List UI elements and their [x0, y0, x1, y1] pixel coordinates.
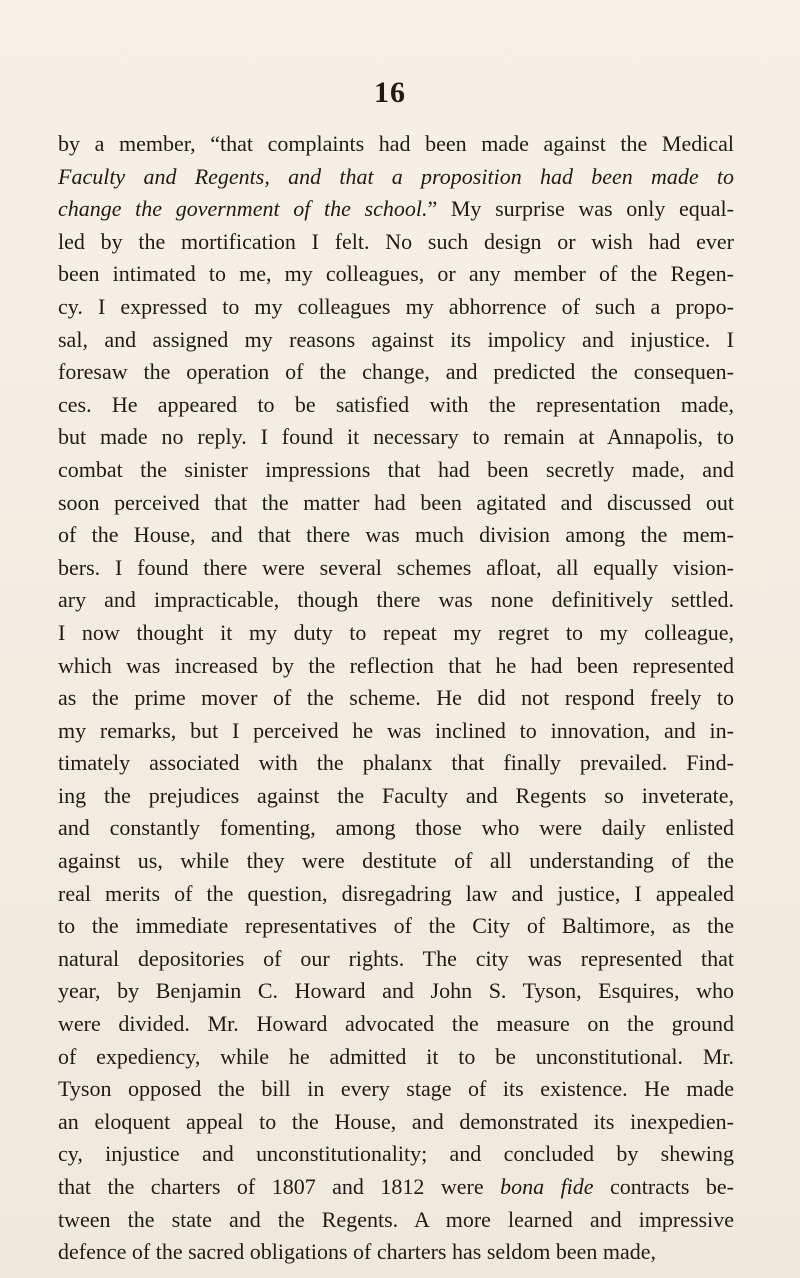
text-line: of the House, and that there was much division among the mem- [58, 522, 734, 548]
text-line: tween the state and the Regents. A more learned and impressive [58, 1206, 734, 1232]
text-line: cy, injustice and unconstitutionality; and concluded by shewing [58, 1141, 734, 1167]
text-line: been intimated to me, my colleagues, or any member of the Regen- [58, 261, 734, 287]
text-fragment: by a member, “that complaints had been made against the Medical [58, 131, 734, 156]
text-line: that the charters of 1807 and 1812 were bona fide contracts be- [58, 1174, 734, 1199]
text-line: real merits of the question, disregadring law and justice, I appealed [58, 880, 734, 906]
text-line [58, 128, 734, 161]
text-line: but made no reply. I found it necessary to remain at Annapolis, to [58, 424, 734, 450]
text-line: were divided. Mr. Howard advocated the measure on the ground [58, 1011, 734, 1037]
text-line: soon perceived that the matter had been agitated and discussed out [58, 489, 734, 515]
text-fragment: ” My surprise was only equal- [427, 196, 734, 222]
text-line: ces. He appeared to be satisfied with the representation made, [58, 391, 734, 417]
text-line: an eloquent appeal to the House, and demonstrated its inexpedien- [58, 1108, 734, 1134]
text-line: which was increased by the reflection that he had been represented [58, 652, 734, 678]
text-line: ing the prejudices against the Faculty and Regents so inveterate, [58, 782, 734, 808]
text-line [58, 193, 734, 226]
text-line: against us, while they were destitute of all understanding of the [58, 848, 734, 874]
text-line: timately associated with the phalanx that finally prevailed. Find- [58, 750, 734, 776]
text-line: as the prime mover of the scheme. He did not respond freely to [58, 685, 734, 711]
text-fragment-italic: bona fide [500, 1174, 594, 1199]
text-line: year, by Benjamin C. Howard and John S. Tyson, Esquires, who [58, 978, 734, 1004]
text-line: Tyson opposed the bill in every stage of its existence. He made [58, 1076, 734, 1102]
text-line: and constantly fomenting, among those who were daily enlisted [58, 815, 734, 841]
text-line: to the immediate representatives of the City of Baltimore, as the [58, 913, 734, 939]
text-line: foresaw the operation of the change, and predicted the consequen- [58, 359, 734, 385]
text-fragment-italic: change the government of the school. [58, 196, 428, 222]
text-line: combat the sinister impressions that had been secretly made, and [58, 456, 734, 482]
page-number: 16 [374, 76, 406, 109]
text-line: led by the mortification I felt. No such design or wish had ever [58, 228, 734, 254]
text-line: natural depositories of our rights. The city was represented that [58, 945, 734, 971]
text-line: cy. I expressed to my colleagues my abhorrence of such a propo- [58, 293, 734, 319]
body-text [58, 128, 734, 1269]
text-line: ary and impracticable, though there was none definitively settled. [58, 587, 734, 613]
text-line: sal, and assigned my reasons against its impolicy and injustice. I [58, 326, 734, 352]
text-line: of expediency, while he admitted it to be unconstitutional. Mr. [58, 1043, 734, 1069]
text-line: defence of the sacred obligations of charters has seldom been made, [58, 1239, 657, 1265]
text-line: bers. I found there were several schemes afloat, all equally vision- [58, 554, 734, 580]
text-line: my remarks, but I perceived he was inclined to innovation, and in- [58, 717, 734, 743]
text-line: Faculty and Regents, and that a proposition had been made to [58, 163, 734, 189]
text-line: I now thought it my duty to repeat my regret to my colleague, [58, 619, 734, 645]
